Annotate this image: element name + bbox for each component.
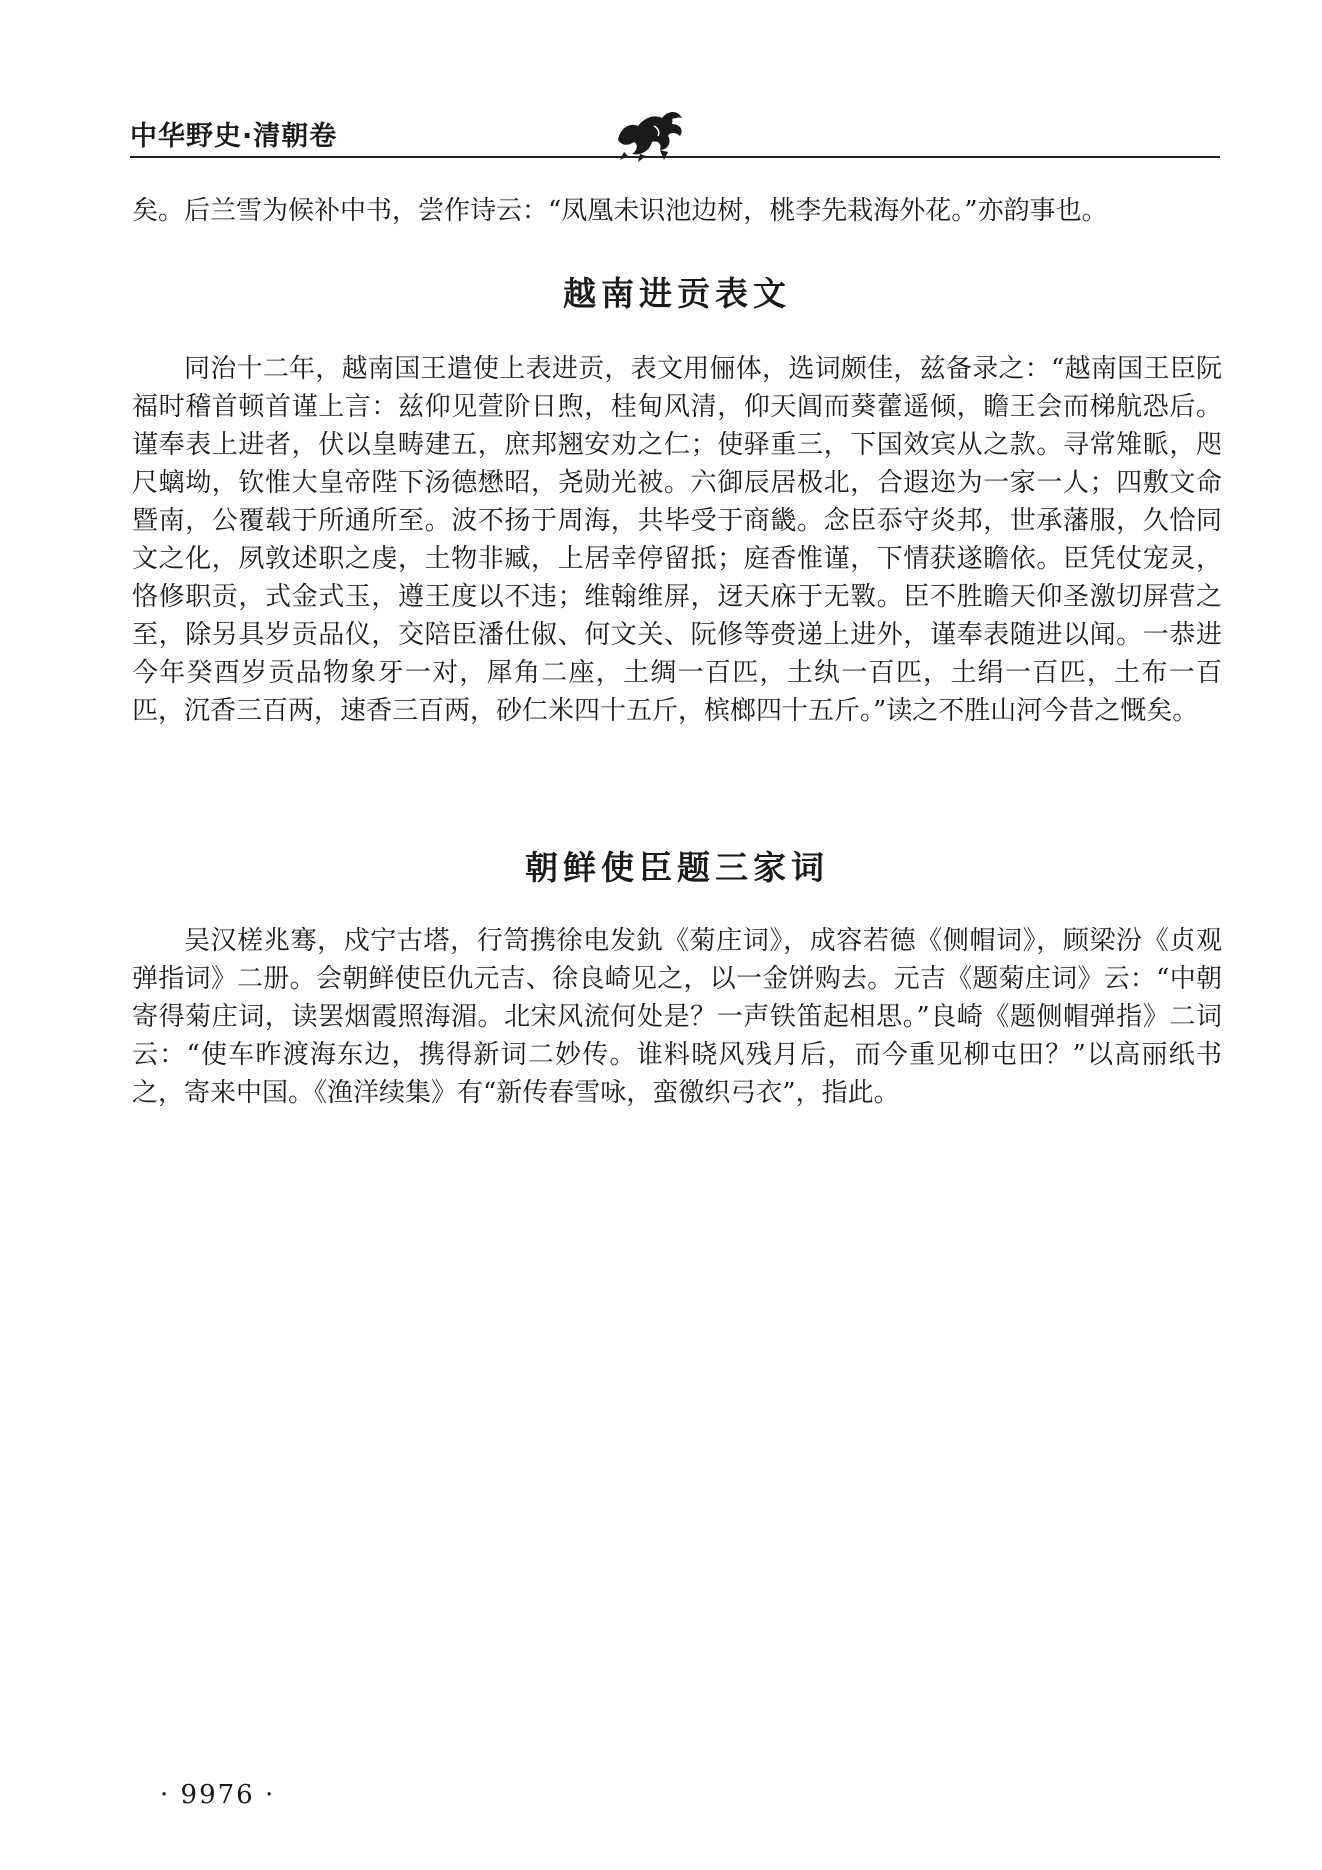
continuation-text: 矣。后兰雪为候补中书，尝作诗云：“凤凰未识池边树，桃李先栽海外花。”亦韵事也。 bbox=[132, 196, 1108, 226]
header-rule bbox=[130, 156, 1220, 158]
section-title-korea: 朝鲜使臣题三家词 bbox=[525, 848, 829, 887]
section-paragraph-korea: 吴汉槎兆骞，戍宁古塔，行笥携徐电发釚《菊庄词》，成容若德《侧帽词》，顾梁汾《贞观弹指词》二册。会朝鲜使臣仇元吉、徐良崎见之，以一金饼购去。元吉《题菊庄词》云：“中朝寄得菊庄词，读罢烟霞照海湄。北宋风流何处是？一声铁笛起相思。”良崎《题侧帽弹指》二词云：“使车昨渡海东边，携得新词二妙传。谁料晓风残月后，而今重见柳屯田？”以高丽纸书之，寄来中国。《渔洋续集》有“新传春雪咏，蛮徼织弓衣”，指此。 bbox=[132, 926, 1222, 1108]
page-number: · 9976 · bbox=[160, 1780, 276, 1810]
dragon-emblem-icon bbox=[610, 100, 690, 162]
running-header bbox=[130, 100, 1220, 170]
section-title-vietnam: 越南进贡表文 bbox=[563, 274, 791, 313]
section-paragraph-vietnam: 同治十二年，越南国王遣使上表进贡，表文用俪体，选词颇佳，兹备录之：“越南国王臣阮福时稽首顿首谨上言：兹仰见萱阶日煦，桂甸风清，仰天阊而葵藿遥倾，瞻王会而梯航恐后。谨奉表上进者，伏以皇畴建五，庶邦翘安劝之仁；使驿重三，下国效宾从之款。寻常雉眽，咫尺螭坳，钦惟大皇帝陛下汤德懋昭，尧勋光被。六御辰居极北，合遐迩为一家一人；四敷文命暨南，公覆载于所通所至。波不扬于周海，共毕受于商畿。念臣忝守炎邦，世承藩服，久恰同文之化，夙敦述职之虔，土物非臧，上居幸停留抵；庭香惟谨，下情获遂瞻依。臣凭仗宠灵，恪修职贡，式金式玉，遵王度以不违；维翰维屏，迓天庥于无斁。臣不胜瞻天仰圣激切屏营之至，除另具岁贡品仪，交陪臣潘仕俶、何文关、阮修等赍递上进外，谨奉表随进以闻。一恭进今年癸酉岁贡品物象牙一对，犀角二座，土绸一百匹，土纨一百匹，土绢一百匹，土布一百匹，沉香三百两，速香三百两，砂仁米四十五斤，槟榔四十五斤。”读之不胜山河今昔之慨矣。 bbox=[132, 354, 1222, 726]
book-title: 中华野史·清朝卷 bbox=[130, 121, 338, 152]
